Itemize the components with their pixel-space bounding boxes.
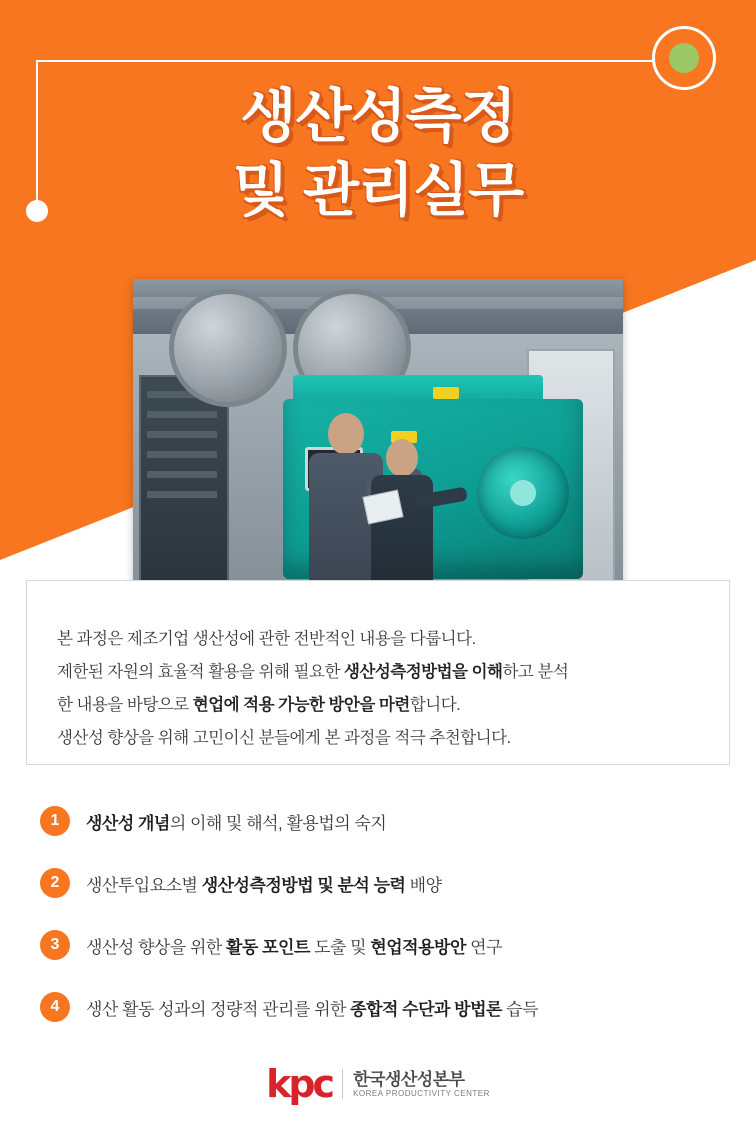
- photo-rack-slot: [147, 431, 217, 438]
- list-item: [40, 914, 730, 976]
- objective-text: 생산 활동 성과의 정량적 관리를 위한 종합적 수단과 방법론 습득: [86, 999, 538, 1019]
- title-line-2: 및 관리실무: [232, 158, 524, 224]
- logo-divider: [342, 1069, 343, 1099]
- description-line-3: 한 내용을 바탕으로 현업에 적용 가능한 방안을 마련합니다.: [57, 696, 461, 714]
- bracket-dot-inner-circle: [669, 43, 699, 73]
- objectives-list: [40, 790, 730, 1038]
- hero-photo: [133, 279, 623, 629]
- objective-number-badge: 2: [40, 868, 70, 898]
- title-line-1: 생산성측정: [240, 84, 516, 149]
- photo-machine-fan-icon: [477, 447, 569, 539]
- photo-person-head: [386, 439, 418, 477]
- photo-drum-unit-1: [169, 289, 287, 407]
- organization-name-ko: 한국생산성본부: [353, 1069, 465, 1089]
- logo-text-block: [353, 1070, 490, 1099]
- footer-logo: [0, 1062, 756, 1106]
- kpc-logo-mark: kpc: [266, 1062, 333, 1106]
- list-item: [40, 852, 730, 914]
- bracket-horizontal-line: [36, 60, 666, 62]
- objective-number-badge: 3: [40, 930, 70, 960]
- photo-equipment-rack-left: [139, 375, 229, 589]
- photo-rack-slot: [147, 471, 217, 478]
- objective-number-badge: 4: [40, 992, 70, 1022]
- description-line-4: 생산성 향상을 위해 고민이신 분들에게 본 과정을 적극 추천합니다.: [57, 729, 511, 747]
- list-item: [40, 976, 730, 1038]
- photo-rack-slot: [147, 491, 217, 498]
- objective-text: 생산투입요소별 생산성측정방법 및 분석 능력 배양: [86, 875, 442, 895]
- photo-fan-hub: [510, 480, 536, 506]
- objective-text: 생산성 향상을 위한 활동 포인트 도출 및 현업적용방안 연구: [86, 937, 502, 957]
- photo-yellow-label-1: [433, 387, 459, 399]
- organization-name-en: KOREA PRODUCTIVITY CENTER: [353, 1089, 490, 1099]
- photo-rack-slot: [147, 411, 217, 418]
- photo-person-head: [328, 413, 364, 455]
- objective-number-badge: 1: [40, 806, 70, 836]
- course-description-text: [27, 581, 729, 755]
- description-line-1: 본 과정은 제조기업 생산성에 관한 전반적인 내용을 다룹니다.: [57, 630, 476, 648]
- description-line-2: 제한된 자원의 효율적 활용을 위해 필요한 생산성측정방법을 이해하고 분석: [57, 663, 569, 681]
- course-description-box: [26, 580, 730, 765]
- objective-text: 생산성 개념의 이해 및 해석, 활용법의 숙지: [86, 813, 387, 833]
- photo-rack-slot: [147, 451, 217, 458]
- list-item: [40, 790, 730, 852]
- page-title: [0, 80, 756, 228]
